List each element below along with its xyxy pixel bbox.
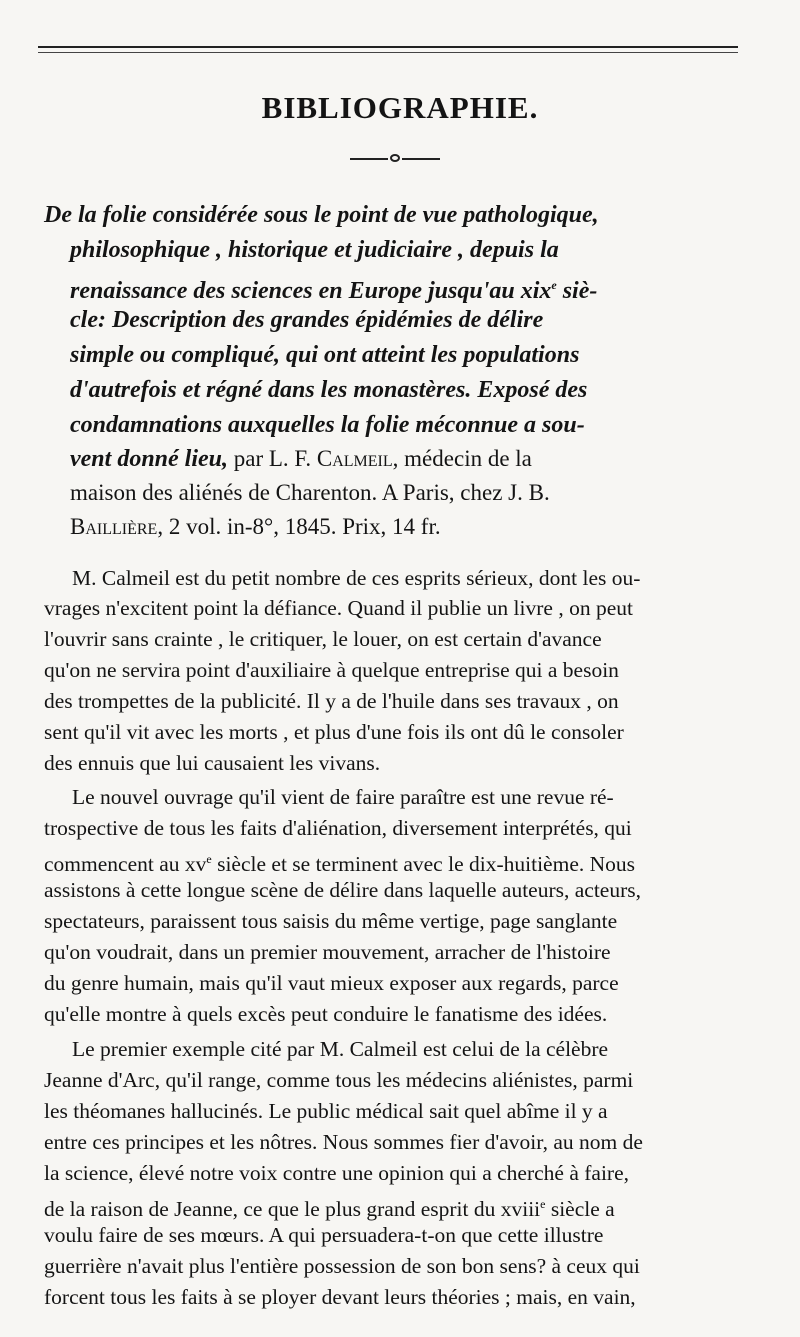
body-line: entre ces principes et les nôtres. Nous sommes fier d'avoir, au nom de (44, 1130, 643, 1154)
body-line: Le nouvel ouvrage qu'il vient de faire paraître est une revue ré- (72, 785, 614, 809)
body-line: des trompettes de la publicité. Il y a de l'huile dans ses travaux , on (44, 689, 619, 713)
body-line: sent qu'il vit avec les morts , et plus d'une fois ils ont dû le consoler (44, 720, 624, 744)
body-line: du genre humain, mais qu'il vaut mieux exposer aux regards, parce (44, 971, 619, 995)
body-line: trospective de tous les faits d'aliénation, diversement interprétés, qui (44, 816, 632, 840)
body-line: guerrière n'avait plus l'entière possession de son bon sens? à ceux qui (44, 1254, 640, 1278)
body-line: l'ouvrir sans crainte , le critiquer, le louer, on est certain d'avance (44, 627, 602, 651)
body-line: Jeanne d'Arc, qu'il range, comme tous les médecins aliénistes, parmi (44, 1068, 634, 1092)
body-line: assistons à cette longue scène de délire dans laquelle auteurs, acteurs, (44, 878, 641, 902)
body-line: qu'elle montre à quels excès peut conduire le fanatisme des idées. (44, 1002, 608, 1026)
body-line: de la raison de Jeanne, ce que le plus grand esprit du xviii$^e$ siècle a (44, 1197, 615, 1222)
body-line: voulu faire de ses mœurs. A qui persuadera-t-on que cette illustre (44, 1223, 604, 1247)
fleuron-ornament-icon (350, 152, 440, 164)
heading-line: De la folie considérée sous le point de vue pathologique, (44, 202, 599, 228)
body-line: qu'on voudrait, dans un premier mouvement, arracher de l'histoire (44, 940, 611, 964)
header-rule (38, 46, 738, 48)
body-line: commencent au $xv^e$ siècle et se terminent avec le dix-huitième. Nous (44, 852, 635, 877)
page-title: BIBLIOGRAPHIE. (261, 90, 539, 125)
body-line: Le premier exemple cité par M. Calmeil est celui de la célèbre (72, 1037, 609, 1061)
body-line: qu'on ne servira point d'auxiliaire à quelque entreprise qui a besoin (44, 658, 619, 682)
body-line: des ennuis que lui causaient les vivans. (44, 751, 381, 775)
heading-line: renaissance des sciences en Europe jusqu'au xix$^e$ siè- (70, 278, 598, 304)
body-line: les théomanes hallucinés. Le public médical sait quel abîme il y a (44, 1099, 608, 1123)
heading-line: vent donné lieu, par L. F. Calmeil, médecin de la (70, 446, 532, 472)
heading-line: cle: Description des grandes épidémies de délire (70, 307, 544, 333)
body-line: vrages n'excitent point la défiance. Quand il publie un livre , on peut (44, 596, 633, 620)
heading-line: simple ou compliqué, qui ont atteint les populations (70, 342, 580, 368)
heading-line: condamnations auxquelles la folie méconnue a sou- (70, 412, 585, 438)
body-line: la science, élevé notre voix contre une opinion qui a cherché à faire, (44, 1161, 630, 1185)
heading-line: d'autrefois et régné dans les monastères. Exposé des (70, 377, 588, 403)
heading-line: Baillière, 2 vol. in-8°, 1845. Prix, 14 fr. (70, 514, 441, 539)
body-line: M. Calmeil est du petit nombre de ces esprits sérieux, dont les ou- (72, 566, 641, 590)
heading-line: maison des aliénés de Charenton. A Paris, chez J. B. (70, 480, 550, 505)
body-line: spectateurs, paraissent tous saisis du même vertige, page sanglante (44, 909, 618, 933)
heading-line: philosophique , historique et judiciaire , depuis la (70, 237, 559, 263)
body-line: forcent tous les faits à se ployer devant leurs théories ; mais, en vain, (44, 1285, 636, 1309)
header-rule-thin (38, 52, 738, 53)
